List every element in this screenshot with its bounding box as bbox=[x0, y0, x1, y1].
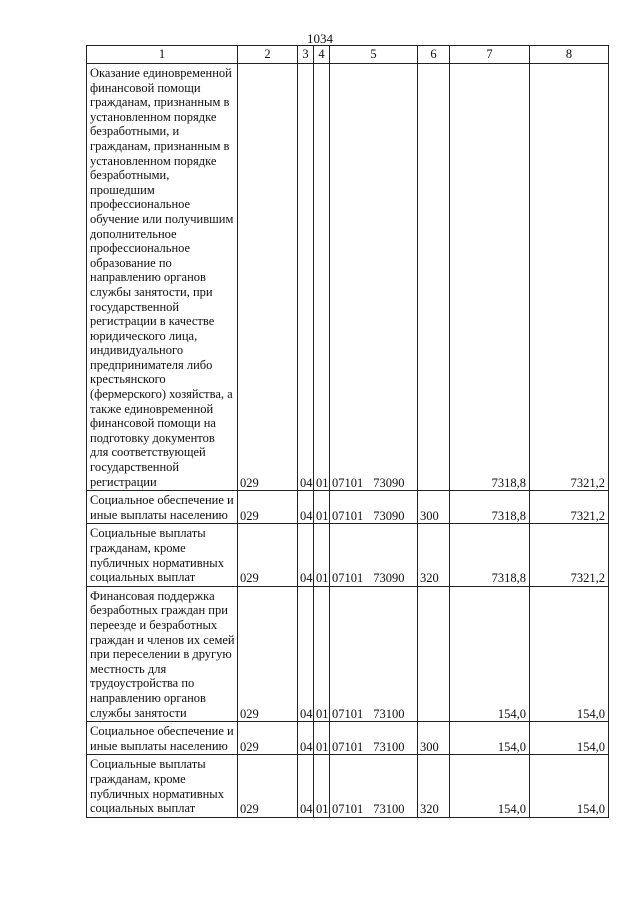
column-header: 6 bbox=[418, 46, 450, 64]
target-item-code: 73090 bbox=[373, 475, 405, 490]
section-code: 04 bbox=[298, 722, 314, 755]
sum-year1: 7318,8 bbox=[450, 491, 530, 524]
target-item-code: 73090 bbox=[373, 571, 405, 586]
expense-type-code: 320 bbox=[418, 524, 450, 586]
table-row bbox=[87, 755, 609, 817]
section-code: 04 bbox=[298, 755, 314, 817]
sum-year2: 154,0 bbox=[530, 722, 609, 755]
column-header: 3 bbox=[298, 46, 314, 64]
target-program-code: 07101 bbox=[332, 571, 364, 586]
sum-year1: 154,0 bbox=[450, 586, 530, 721]
sum-year2: 154,0 bbox=[530, 755, 609, 817]
target-article-code bbox=[330, 524, 418, 586]
section-code: 04 bbox=[298, 524, 314, 586]
column-header: 7 bbox=[450, 46, 530, 64]
ministry-code: 029 bbox=[238, 491, 298, 524]
target-article-code bbox=[330, 722, 418, 755]
target-item-code: 73100 bbox=[373, 739, 405, 754]
subsection-code: 01 bbox=[314, 586, 330, 721]
header-row bbox=[87, 46, 609, 64]
subsection-code: 01 bbox=[314, 491, 330, 524]
section-code: 04 bbox=[298, 64, 314, 491]
sum-year1: 7318,8 bbox=[450, 524, 530, 586]
sum-year1: 154,0 bbox=[450, 755, 530, 817]
sum-year2: 7321,2 bbox=[530, 491, 609, 524]
ministry-code: 029 bbox=[238, 64, 298, 491]
sum-year1: 154,0 bbox=[450, 722, 530, 755]
table-row bbox=[87, 491, 609, 524]
target-program-code: 07101 bbox=[332, 508, 364, 523]
expense-type-code bbox=[418, 64, 450, 491]
subsection-code: 01 bbox=[314, 524, 330, 586]
expense-name: Социальное обеспечение и иные выплаты населению bbox=[87, 491, 238, 524]
column-header: 2 bbox=[238, 46, 298, 64]
expense-name: Оказание единовременной финансовой помощи гражданам, признанным в установленном порядке безработными, и гражданам, признанным в установленном порядке безработными, прошедшим профессиональное обучение или получившим дополнительное профессиональное образование по направлению органов службы занятости, при государственной регистрации в качестве юридического лица, индивидуального предпринимателя либо крестьянского (фермерского) хозяйства, а также единовременной финансовой помощи на подготовку документов для соответствующей государственной регистрации bbox=[87, 64, 238, 491]
expense-type-code: 300 bbox=[418, 722, 450, 755]
target-article-code bbox=[330, 491, 418, 524]
target-item-code: 73100 bbox=[373, 706, 405, 721]
subsection-code: 01 bbox=[314, 722, 330, 755]
column-header: 1 bbox=[87, 46, 238, 64]
target-program-code: 07101 bbox=[332, 706, 364, 721]
target-article-code bbox=[330, 64, 418, 491]
expense-name: Социальное обеспечение и иные выплаты населению bbox=[87, 722, 238, 755]
sum-year2: 7321,2 bbox=[530, 64, 609, 491]
expense-name: Социальные выплаты гражданам, кроме публичных нормативных социальных выплат bbox=[87, 755, 238, 817]
target-article-code bbox=[330, 755, 418, 817]
expense-name: Социальные выплаты гражданам, кроме публичных нормативных социальных выплат bbox=[87, 524, 238, 586]
expense-type-code: 300 bbox=[418, 491, 450, 524]
section-code: 04 bbox=[298, 586, 314, 721]
target-item-code: 73100 bbox=[373, 802, 405, 817]
table-row bbox=[87, 524, 609, 586]
subsection-code: 01 bbox=[314, 755, 330, 817]
target-article-code bbox=[330, 586, 418, 721]
table-row bbox=[87, 722, 609, 755]
target-program-code: 07101 bbox=[332, 739, 364, 754]
target-program-code: 07101 bbox=[332, 475, 364, 490]
expense-name: Финансовая поддержка безработных граждан при переезде и безработных граждан и членов их семей при переселении в другую местность для трудоустройства по направлению органов службы занятости bbox=[87, 586, 238, 721]
ministry-code: 029 bbox=[238, 524, 298, 586]
page-number: 1034 bbox=[307, 31, 333, 46]
target-program-code: 07101 bbox=[332, 802, 364, 817]
column-header: 5 bbox=[330, 46, 418, 64]
subsection-code: 01 bbox=[314, 64, 330, 491]
target-item-code: 73090 bbox=[373, 508, 405, 523]
section-code: 04 bbox=[298, 491, 314, 524]
column-header: 8 bbox=[530, 46, 609, 64]
budget-table bbox=[86, 45, 609, 818]
ministry-code: 029 bbox=[238, 722, 298, 755]
sum-year2: 154,0 bbox=[530, 586, 609, 721]
table-row bbox=[87, 64, 609, 491]
expense-type-code bbox=[418, 586, 450, 721]
sum-year1: 7318,8 bbox=[450, 64, 530, 491]
ministry-code: 029 bbox=[238, 586, 298, 721]
column-header: 4 bbox=[314, 46, 330, 64]
expense-type-code: 320 bbox=[418, 755, 450, 817]
table-row bbox=[87, 586, 609, 721]
sum-year2: 7321,2 bbox=[530, 524, 609, 586]
ministry-code: 029 bbox=[238, 755, 298, 817]
